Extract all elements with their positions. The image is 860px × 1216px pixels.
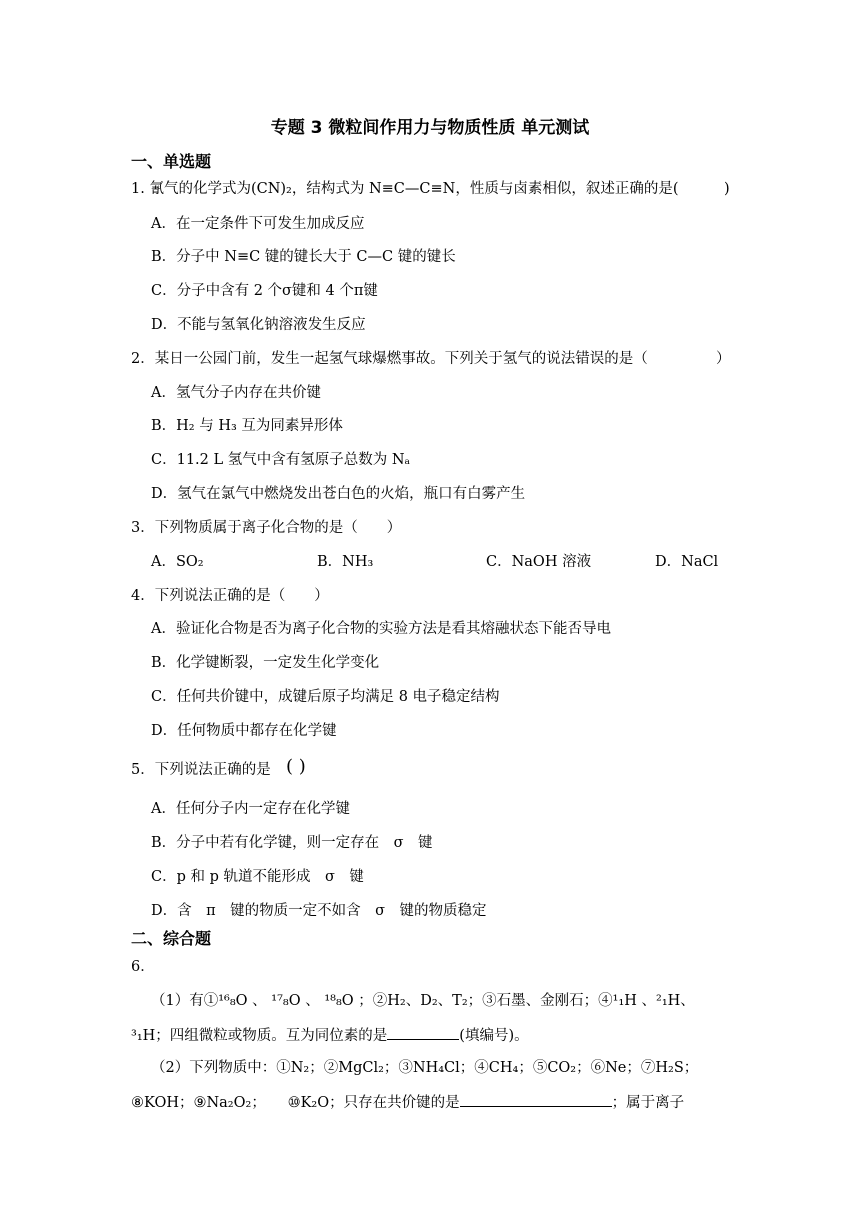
question-6-part-1-line-1: （1）有①¹⁶₈O 、 ¹⁷₈O 、 ¹⁸₈O ；②H₂、D₂、T₂；③石墨、金刚石；④¹₁H 、²₁H、 (151, 993, 695, 1009)
question-1-answer-paren: ) (724, 181, 730, 197)
question-4-stem: 4．下列说法正确的是（ ） (131, 588, 329, 604)
question-1-option-a: A．在一定条件下可发生加成反应 (151, 216, 365, 232)
question-1-option-b: B．分子中 N≡C 键的键长大于 C—C 键的键长 (151, 249, 456, 265)
question-1-option-c: C．分子中含有 2 个σ键和 4 个π键 (151, 283, 378, 299)
question-5-answer-paren: ( ) (286, 756, 306, 777)
question-6-part-2-line-1: （2）下列物质中：①N₂；②MgCl₂；③NH₄Cl；④CH₄；⑤CO₂；⑥Ne；⑦H₂S； (151, 1060, 699, 1076)
question-2-option-a: A．氢气分子内存在共价键 (151, 385, 321, 401)
question-1-stem: 1. 氰气的化学式为(CN)₂，结构式为 N≡C—C≡N，性质与卤素相似，叙述正确的是( (131, 181, 679, 197)
question-5-option-b: B．分子中若有化学键，则一定存在 σ 键 (151, 835, 433, 851)
question-5-option-c: C．p 和 p 轨道不能形成 σ 键 (151, 869, 364, 885)
question-2-option-d: D．氢气在氯气中燃烧发出苍白色的火焰，瓶口有白雾产生 (151, 486, 526, 502)
question-3-stem: 3．下列物质属于离子化合物的是（ ） (131, 520, 402, 536)
question-6-part-1-suffix: (填编号)。 (459, 1028, 529, 1044)
question-5-stem: 5．下列说法正确的是 (131, 762, 271, 778)
question-2-option-b: B．H₂ 与 H₃ 互为同素异形体 (151, 418, 343, 434)
answer-blank-isotopes[interactable] (387, 1025, 459, 1040)
question-1-option-d: D．不能与氢氧化钠溶液发生反应 (151, 317, 366, 333)
question-3-option-c: C．NaOH 溶液 (486, 554, 592, 570)
question-6-part-1-prompt: ³₁H；四组微粒或物质。互为同位素的是 (131, 1028, 388, 1044)
question-6-number: 6． (131, 959, 155, 975)
question-2-answer-paren: ） (716, 351, 731, 367)
question-4-option-c: C．任何共价键中，成键后原子均满足 8 电子稳定结构 (151, 689, 500, 705)
question-5-option-a: A．任何分子内一定存在化学键 (151, 801, 350, 817)
question-5-option-d: D．含 π 键的物质一定不如含 σ 键的物质稳定 (151, 903, 487, 919)
page-title: 专题 3 微粒间作用力与物质性质 单元测试 (270, 118, 590, 138)
question-4-option-b: B．化学键断裂，一定发生化学变化 (151, 655, 380, 671)
question-3-option-a: A．SO₂ (151, 554, 204, 570)
section-heading-single-choice: 一、单选题 (131, 152, 212, 171)
answer-blank-covalent-only[interactable] (460, 1092, 612, 1107)
question-6-part-1-line-2 (131, 1025, 529, 1046)
question-3-option-d: D．NaCl (655, 554, 719, 570)
question-3-option-b: B．NH₃ (317, 554, 374, 570)
question-4-option-a: A．验证化合物是否为离子化合物的实验方法是看其熔融状态下能否导电 (151, 621, 611, 637)
question-2-stem: 2．某日一公园门前，发生一起氢气球爆燃事故。下列关于氢气的说法错误的是（ (131, 351, 648, 367)
question-2-option-c: C．11.2 L 氢气中含有氢原子总数为 Nₐ (151, 452, 411, 468)
section-heading-comprehensive: 二、综合题 (131, 929, 212, 948)
question-6-part-2-prompt: ⑧KOH；⑨Na₂O₂； ⑩K₂O；只存在共价键的是 (131, 1095, 460, 1111)
question-6-part-2-line-2 (131, 1092, 684, 1113)
question-6-part-2-suffix: ；属于离子 (611, 1095, 685, 1111)
question-4-option-d: D．任何物质中都存在化学键 (151, 723, 337, 739)
